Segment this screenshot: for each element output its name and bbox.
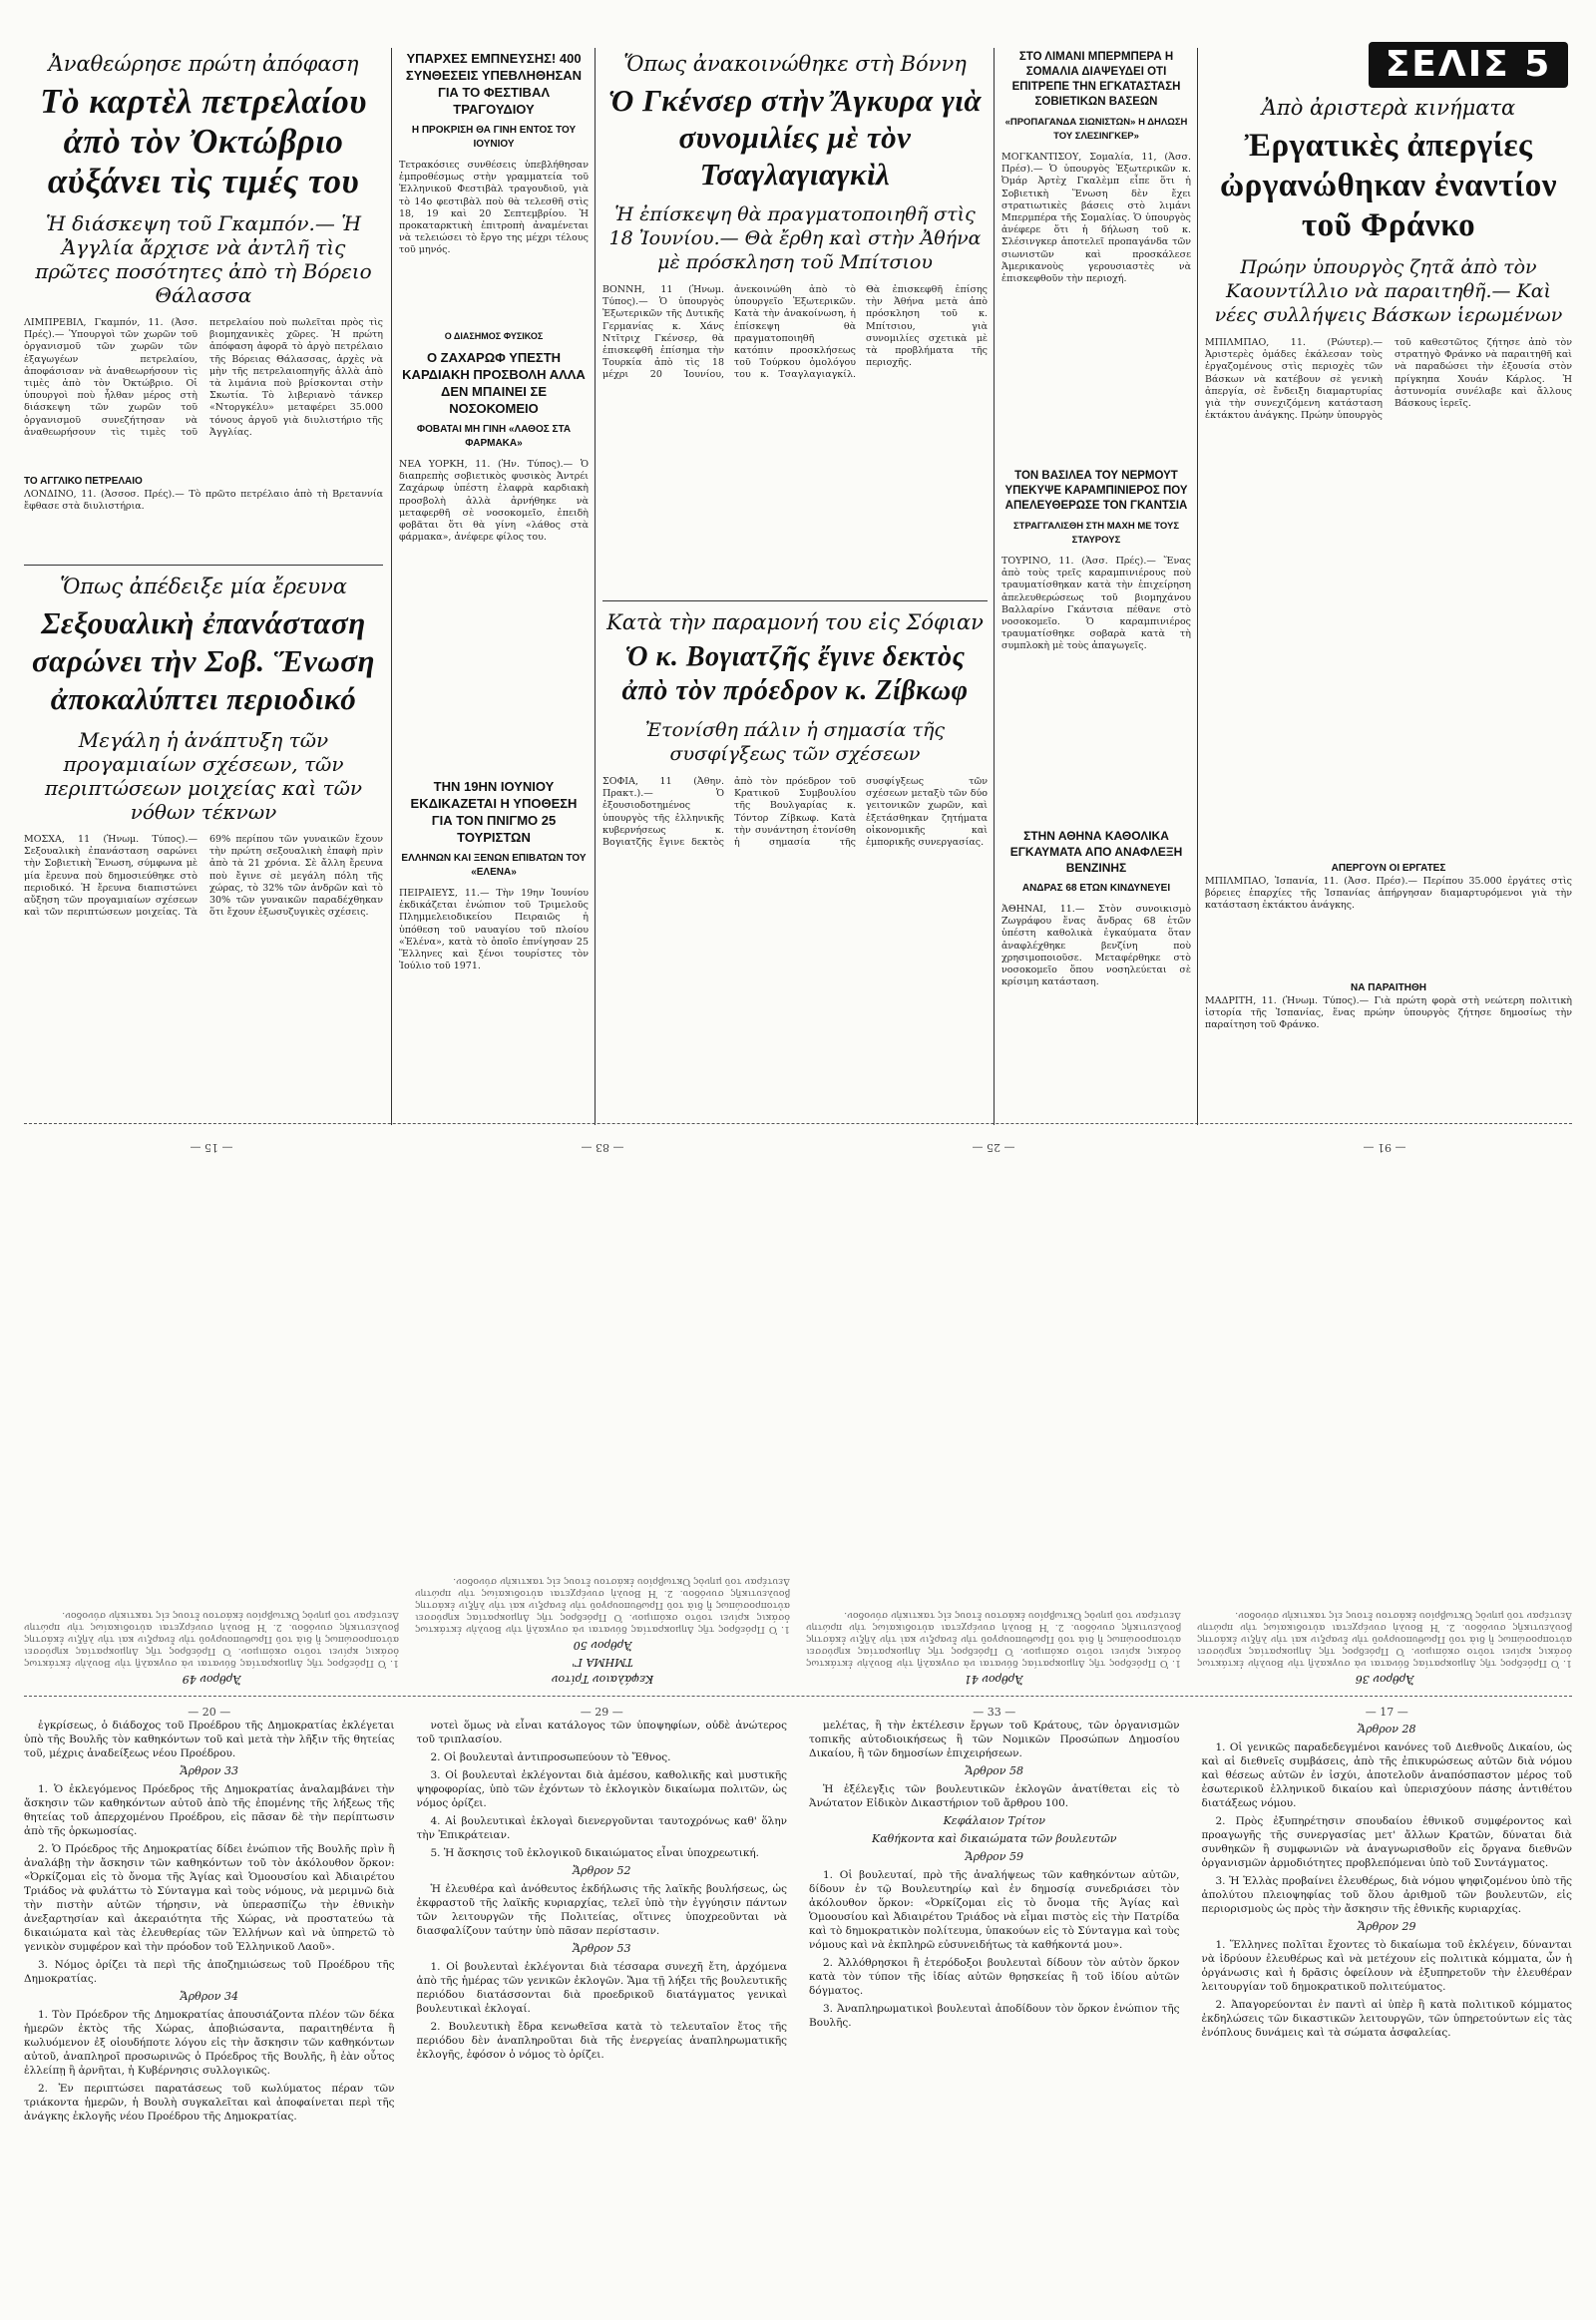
story-turin: [1001, 469, 1191, 755]
page-number: — 33 —: [973, 1706, 1016, 1719]
article-number: Ἄρθρον 52: [573, 1864, 631, 1877]
soviet-headline: Σεξουαλικὴ ἐπανάσταση σαρώνει τὴν Σοβ. Ἕνωση ἀποκαλύπτει περιοδικό: [31, 605, 376, 716]
cartel-body: ΛΙΜΠΡΕΒΙΛ, Γκαμπόν, 11. (Ἀσσ. Πρές).— Ὑπουργοὶ τῶν χωρῶν τοῦ ὀργανισμοῦ τῶν χωρῶν τῶν ἐξαγωγέων πετρελαίου, ἀποφάσισαν νὰ ἀναθεωρήσουν τὶς τιμὲς ἀπὸ τὸν Ὀκτώβριο. Οἱ ὑπουργοὶ ποὺ ἦλθαν μέρος στὴ διάσκεψη τῶν χωρῶν τοῦ ὀργανισμοῦ συνεζήτησαν νὰ ἀναθεωρήσουν τὶς τιμὲς τοῦ πετρελαίου ποὺ πωλεῖται πρὸς τὶς βιομηχανικὲς χῶρες. Ἡ πρώτη ἀπόφαση ἀφορᾶ τὸ ἀργὸ πετρέλαιο τῆς Βόρειας Θάλασσας, ἀρχὲς νὰ μὴν τῆς πετρελαιοπηγῆς ἀλλὰ ἀπὸ τὰ λιμάνια ποὺ βρίσκονται στὴν Σκωτία. Τὸ λιβεριανὸ τάνκερ «Ντοργκέλυ» μεταφέρει 35.000 τόνους ἀργοῦ γιὰ διυλιστήριο τῆς Ἀγγλίας.: [24, 317, 383, 438]
zakharov-caption2: Ο ΖΑΧΑΡΩΦ ΥΠΕΣΤΗ ΚΑΡΔΙΑΚΗ ΠΡΟΣΒΟΛΗ ΑΛΛΑ ΔΕΝ ΜΠΑΙΝΕΙ ΣΕ ΝΟΣΟΚΟΜΕΙΟ: [402, 350, 586, 416]
law-paragraph: Ἡ ἐλευθέρα καὶ ἀνόθευτος ἐκδήλωσις τῆς λαϊκῆς βουλήσεως, ὡς ἐκφραστοῦ τῆς λαϊκῆς κυριαρχίας, τελεῖ ὑπὸ τὴν ἐγγύησιν πάντων τῶν λειτουργῶν τῆς Πολιτείας, οἵτινες ὑποχρεοῦνται νὰ διασφαλίζουν ταύτην ὑπὸ πᾶσαν περίστασιν.: [416, 1883, 787, 1937]
sofia-body: ΣΟΦΙΑ, 11 (Ἀθην. Πρακτ.).— Ὁ ἐξουσιοδοτημένος ὑπουργὸς τῆς ἑλληνικῆς κυβερνήσεως κ. Βογιατζῆς ἔγινε δεκτὸς ἀπὸ τὸν πρόεδρον τοῦ Κρατικοῦ Συμβουλίου τῆς Βουλγαρίας κ. Τόντορ Ζίβκωφ. Κατὰ τὴν συνάντηση ἐτονίσθη ἡ σημασία τῆς συσφίγξεως τῶν σχέσεων μεταξὺ τῶν δύο γειτονικῶν χωρῶν, καὶ ἐξετάσθηκαν ζητήματα οἰκονομικῆς καὶ ἐμπορικῆς συνεργασίας.: [602, 776, 988, 849]
franco-byline2: ΝΑ ΠΑΡΑΙΤΗΘΗ: [1351, 982, 1426, 993]
franco-byline: ΑΠΕΡΓΟΥΝ ΟΙ ΕΡΓΑΤΕΣ: [1331, 863, 1446, 874]
story-elena: [399, 778, 589, 1117]
law-paragraph: 1. Ὁ ἐκλεγόμενος Πρόεδρος τῆς Δημοκρατίας ἀναλαμβάνει τὴν ἄσκησιν τῶν καθηκόντων αὐτοῦ ἀπὸ τῆς ἐπομένης τῆς λήξεως τῆς θητείας τοῦ ἀπερχομένου Προέδρου, εἰς πᾶσαν δὲ τὴν περίπτωσιν ἀπὸ τῆς ὁρκωμοσίας.: [24, 1783, 395, 1837]
franco-subhead: Πρώην ὑπουργὸς ζητᾶ ἀπὸ τὸν Καουντίλλιο νὰ παραιτηθῆ.— Καὶ νέες συλλήψεις Βάσκων ἱερωμένων: [1214, 256, 1563, 326]
column-rule: [391, 48, 392, 1125]
law-paragraph: 3. Ἀναπληρωματικοὶ βουλευταὶ ἀποδίδουν τὸν ὅρκον ἐνώπιον τῆς Βουλῆς.: [809, 2003, 1180, 2029]
somalia-caption: ΣΤΟ ΛΙΜΑΝΙ ΜΠΕΡΜΠΕΡΑ Η ΣΟΜΑΛΙΑ ΔΙΑΨΕΥΔΕΙ ΟΤΙ ΕΠΙΤΡΕΠΕ ΤΗΝ ΕΓΚΑΤΑΣΤΑΣΗ ΣΟΒΙΕΤΙΚΩΝ ΒΑΣΕΩΝ: [1011, 51, 1181, 108]
page-number: — 20 —: [188, 1706, 231, 1719]
inverted-column: [1197, 1131, 1572, 1690]
story-athens: [1001, 828, 1191, 1063]
franco-body2: ΜΠΙΛΜΠΑΟ, Ἰσπανία, 11. (Ἀσσ. Πρέσ).— Περίπου 35.000 ἐργάτες στὶς βόρειες ἐπαρχίες τῆς Ἰσπανίας ἀπήργησαν διαμαρτυρόμενοι γιὰ τὴν κατάσταση ἐκτάκτου ἀνάγκης.: [1205, 876, 1572, 912]
zakharov-caption: Ο ΔΙΑΣΗΜΟΣ ΦΥΣΙΚΟΣ: [444, 331, 544, 341]
sofia-subhead: Ἐτονίσθη πάλιν ἡ σημασία τῆς συσφίγξεως τῶν σχέσεων: [644, 719, 946, 765]
franco-body3: ΜΑΔΡΙΤΗ, 11. (Ἡνωμ. Τύπος).— Γιὰ πρώτη φορὰ στὴ νεώτερη πολιτικὴ ἱστορία τῆς Ἰσπανίας, ἕνας πρώην ὑπουργὸς ζήτησε δημοσίως τὴν παραίτηση τοῦ Φράνκο.: [1205, 995, 1572, 1031]
zakharov-body: ΝΕΑ ΥΟΡΚΗ, 11. (Ἡν. Τύπος).— Ὁ διαπρεπὴς σοβιετικὸς φυσικὸς Ἀντρέι Ζαχάρωφ ὑπέστη ἐλαφρὰ καρδιακὴ προσβολὴ ἀλλὰ ἀρνήθηκε νὰ μεταφερθῆ σὲ νοσοκομεῖο, ἐπειδὴ φοβᾶται ὅτι θὰ γίνη «λάθος στὰ φάρμακα», ἀνέφερε φίλος του.: [399, 459, 589, 544]
article-number: Ἄρθρον 28: [1358, 1723, 1416, 1736]
law-paragraph: 1. Τὸν Πρόεδρον τῆς Δημοκρατίας ἀπουσιάζοντα πλέον τῶν δέκα ἡμερῶν ἐκτὸς τῆς Χώρας, ἀποβιώσαντα, παραιτηθέντα ἢ κωλυόμενον ἐξ οἱουδήποτε λόγου εἰς τὴν ἄσκησιν τῶν καθηκόντων αὐτοῦ, ἀναπληροῖ προσωρινῶς ὁ Πρόεδρος τῆς Βουλῆς, ἢ ἐὰν οὗτος ἐλλείπῃ ἢ ἀρνῆται, ἡ Κυβέρνησις συλλογικῶς.: [24, 2009, 395, 2077]
law-paragraph: 2. Ἐν περιπτώσει παρατάσεως τοῦ κωλύματος πέραν τῶν τριάκοντα ἡμερῶν, ἡ Βουλὴ συγκαλεῖται καὶ ἀποφαίνεται περὶ τῆς ἀνάγκης ἐκλογῆς νέου Προέδρου τῆς Δημοκρατίας.: [24, 2083, 395, 2123]
law-paragraph: 2. Οἱ βουλευταὶ ἀντιπροσωπεύουν τὸ Ἔθνος.: [430, 1751, 671, 1763]
franco-body: ΜΠΙΛΜΠΑΟ, 11. (Ρώυτερ).— Ἀριστερὲς ὁμάδες ἐκάλεσαν τοὺς ἐργαζομένους στὶς περιοχὲς τῶν Βάσκων νὰ κατέβουν σὲ γενικὴ ἀπεργία, σὲ ἔνδειξη διαμαρτυρίας γιὰ τὴν συνεχιζόμενη κατάσταση ἐκτάκτου ἀνάγκης. Πρώην ὑπουργὸς τοῦ καθεστῶτος ζήτησε ἀπὸ τὸν στρατηγὸ Φράνκο νὰ παραιτηθῆ καὶ νὰ παραδώσει τὴν ἐξουσία στὸν πρίγκηπα Χουάν Κάρλος. Ἡ ἀστυνομία συνέλαβε καὶ ἄλλους Βάσκους ἱερεῖς.: [1205, 337, 1572, 422]
story-zakharov: [399, 329, 589, 698]
page-number: — 15 —: [190, 1141, 233, 1154]
festival-caption2: Η ΠΡΟΚΡΙΣΗ ΘΑ ΓΙΝΗ ΕΝΤΟΣ ΤΟΥ ΙΟΥΝΙΟΥ: [411, 125, 577, 150]
article-number: Ἄρθρον 41: [964, 1673, 1023, 1686]
inverted-text: 1. Ὁ Πρόεδρος τῆς Δημοκρατίας δύναται νὰ συγκαλῇ τὴν Βουλὴν ἐκτάκτως ὁσάκις κρίνει τοῦτο σκόπιμον. Ὁ Πρόεδρος τῆς Δημοκρατίας κηρύσσει αὐτοπροσώπως ἢ διὰ τοῦ Πρωθυπουργοῦ τὴν ἔναρξιν καὶ τὴν λῆξιν ἑκάστης βουλευτικῆς συνόδου. 2. Ἡ Βουλὴ συνέρχεται αὐτοδικαίως τὴν πρώτην Δευτέραν τοῦ μηνὸς Ὀκτωβρίου ἑκάστου ἔτους εἰς τακτικὴν σύνοδον.: [806, 1610, 1181, 1669]
cartel-byline: ΤΟ ΑΓΓΛΙΚΟ ΠΕΤΡΕΛΑΙΟ: [24, 476, 143, 487]
law-paragraph: 2. Ἀπαγορεύονται ἐν παντὶ αἱ ὑπὲρ ἢ κατὰ πολιτικοῦ κόμματος ἐκδηλώσεις τῶν δικαστικῶν λειτουργῶν, τῶν ὑπηρετούντων εἰς τὰς ἐνόπλους δυνάμεις καὶ τὰ σώματα ἀσφαλείας.: [1201, 1999, 1572, 2039]
chapter-subtitle: ΤΜΗΜΑ Γ': [572, 1656, 633, 1669]
law-paragraph: Ἡ ἐξέλεγξις τῶν βουλευτικῶν ἐκλογῶν ἀνατίθεται εἰς τὸ Ἀνώτατον Εἰδικὸν Δικαστήριον τοῦ ἄρθρου 100.: [809, 1783, 1180, 1809]
inverted-text: 1. Ὁ Πρόεδρος τῆς Δημοκρατίας δύναται νὰ συγκαλῇ τὴν Βουλὴν ἐκτάκτως ὁσάκις κρίνει τοῦτο σκόπιμον. Ὁ Πρόεδρος τῆς Δημοκρατίας κηρύσσει αὐτοπροσώπως ἢ διὰ τοῦ Πρωθυπουργοῦ τὴν ἔναρξιν καὶ τὴν λῆξιν ἑκάστης βουλευτικῆς συνόδου. 2. Ἡ Βουλὴ συνέρχεται αὐτοδικαίως τὴν πρώτην Δευτέραν τοῦ μηνὸς Ὀκτωβρίου ἑκάστου ἔτους εἰς τακτικὴν σύνοδον.: [415, 1576, 790, 1635]
cartel-subhead: Ἡ διάσκεψη τοῦ Γκαμπόν.— Ἡ Ἀγγλία ἄρχισε νὰ ἀντλῆ τὶς πρῶτες ποσότητες ἀπὸ τὴ Βόρειο Θάλασσα: [35, 211, 372, 307]
constitution-column-4: [1202, 1706, 1573, 2310]
column-rule: [595, 48, 596, 1125]
inverted-text: 1. Ὁ Πρόεδρος τῆς Δημοκρατίας δύναται νὰ συγκαλῇ τὴν Βουλὴν ἐκτάκτως ὁσάκις κρίνει τοῦτο σκόπιμον. Ὁ Πρόεδρος τῆς Δημοκρατίας κηρύσσει αὐτοπροσώπως ἢ διὰ τοῦ Πρωθυπουργοῦ τὴν ἔναρξιν καὶ τὴν λῆξιν ἑκάστης βουλευτικῆς συνόδου. 2. Ἡ Βουλὴ συνέρχεται αὐτοδικαίως τὴν πρώτην Δευτέραν τοῦ μηνὸς Ὀκτωβρίου ἑκάστου ἔτους εἰς τακτικὴν σύνοδον.: [1197, 1610, 1572, 1669]
law-paragraph: νοτεὶ ὅμως νὰ εἶναι κατάλογος τῶν ὑποψηφίων, οὐδὲ ἀνώτερος τοῦ τριπλασίου.: [416, 1720, 787, 1745]
law-paragraph: 1. Ἕλληνες πολῖται ἔχοντες τὸ δικαίωμα τοῦ ἐκλέγειν, δύνανται νὰ ἱδρύουν ἐλευθέρως καὶ νὰ μετέχουν εἰς πολιτικὰ κόμματα, ὧν ἡ ὀργάνωσις καὶ ἡ δρᾶσις ὀφείλουν νὰ ἐξυπηρετοῦν τὴν ἐλευθέραν λειτουργίαν τοῦ δημοκρατικοῦ πολιτεύματος.: [1201, 1939, 1572, 1993]
genscher-kicker: Ὅπως ἀνακοινώθηκε στὴ Βόννη: [623, 52, 967, 76]
sofia-kicker: Κατὰ τὴν παραμονή του εἰς Σόφιαν: [606, 610, 984, 634]
article-number: Ἄρθρον 36: [1355, 1673, 1414, 1686]
genscher-body: ΒΟΝΝΗ, 11 (Ἡνωμ. Τύπος).— Ὁ ὑπουργὸς Ἐξωτερικῶν τῆς Δυτικῆς Γερμανίας κ. Χάνς Ντῖτριχ Γκένσερ, θὰ ἐπισκεφθῆ ἐπίσημα τὴν Τουρκία ἀπὸ τὶς 18 μέχρι 20 Ἰουνίου, ἀνεκοινώθη ἀπὸ τὸ ὑπουργεῖο Ἐξωτερικῶν. Κατὰ τὴν ἀνακοίνωση, ἡ ἐπίσκεψη θὰ πραγματοποιηθῆ κατόπιν προσκλήσεως τοῦ Τούρκου ὁμολόγου του κ. Τσαγλαγιαγκίλ. Θὰ ἐπισκεφθῆ ἐπίσης τὴν Ἀθήνα μετὰ ἀπὸ πρόσκληση τοῦ κ. Μπίτσιου, γιὰ συνομιλίες σχετικὰ μὲ τὰ προβλήματα τῆς περιοχῆς.: [602, 284, 988, 381]
soviet-body: ΜΟΣΧΑ, 11 (Ἡνωμ. Τύπος).— Σεξουαλικὴ ἐπανάσταση σαρώνει τὴν Σοβιετικὴ Ἕνωση, σύμφωνα μὲ μία ἔρευνα ποὺ δημοσιεύθηκε στὸ περιοδικό. Ἡ ἔρευνα διαπιστώνει αὔξηση τῶν προγαμιαίων σχέσεων καὶ τῶν περιπτώσεων μοιχείας. Τὰ 69% περίπου τῶν γυναικῶν ἔχουν τὴν πρώτη σεξουαλικὴ ἐπαφὴ πρὶν ἀπὸ τὰ 21 χρόνια. Σὲ ἄλλη ἔρευνα ποὺ ἔγινε σὲ μεγάλη πόλη τῆς χώρας, τὸ 32% τῶν ἀνδρῶν καὶ τὸ 30% τῶν γυναικῶν παραδέχθηκαν ὅτι ἔχουν ἐξωσυζυγικὲς σχέσεις.: [24, 834, 383, 919]
story-franco: [1205, 96, 1572, 1031]
inverted-column: [24, 1131, 399, 1690]
article-number: Ἄρθρον 50: [573, 1639, 632, 1652]
cartel-headline: Τὸ καρτὲλ πετρελαίου ἀπὸ τὸν Ὀκτώβριο αὐξάνει τὶς τιμές του: [40, 82, 367, 200]
article-number: Ἄρθρον 29: [1358, 1920, 1416, 1933]
band-bottom-rule: [24, 1696, 1572, 1697]
soviet-subhead: Μεγάλη ἡ ἀνάπτυξη τῶν προγαμιαίων σχέσεων, τῶν περιπτώσεων μοιχείας καὶ τῶν νόθων τέκνων: [44, 728, 363, 824]
article-number: Ἄρθρον 53: [573, 1942, 631, 1955]
article-number: Ἄρθρον 58: [965, 1764, 1023, 1777]
elena-caption: ΤΗΝ 19ΗΝ ΙΟΥΝΙΟΥ ΕΚΔΙΚΑΖΕΤΑΙ Η ΥΠΟΘΕΣΗ ΓΙΑ ΤΟΝ ΠΝΙΓΜΟ 25 ΤΟΥΡΙΣΤΩΝ: [410, 779, 578, 845]
law-paragraph: 2. Ἀλλόθρησκοι ἢ ἑτερόδοξοι βουλευταὶ δίδουν τὸν αὐτὸν ὅρκον κατὰ τὸν τύπον τῆς ἰδίας αὐτῶν θρησκείας ἢ τοῦ ἰδίου αὐτῶν δόγματος.: [809, 1957, 1180, 1997]
constitution-column-3: [809, 1706, 1180, 2310]
inverted-column: [415, 1131, 790, 1690]
divider: [602, 600, 988, 601]
athens-caption: ΣΤΗΝ ΑΘΗΝΑ ΚΑΘΟΛΙΚΑ ΕΓΚΑΥΜΑΤΑ ΑΠΟ ΑΝΑΦΛΕΞΗ ΒΕΝΖΙΝΗΣ: [1009, 829, 1183, 875]
page-logo: ΣΕΛΙΣ 5: [1369, 42, 1568, 88]
article-number: Ἄρθρον 33: [180, 1764, 238, 1777]
chapter-title: Κεφάλαιον Τρίτον: [551, 1673, 654, 1686]
story-festival: [399, 50, 589, 329]
law-paragraph: ἐγκρίσεως, ὁ διάδοχος τοῦ Προέδρου τῆς Δημοκρατίας ἐκλέγεται ὑπὸ τῆς Βουλῆς τὸν καθηκόντων τοῦ καὶ μετὰ τὴν λῆξιν τῆς θητείας τοῦ, μέχρις ἀναδείξεως νέου Προέδρου.: [24, 1720, 395, 1759]
law-paragraph: 2. Ὁ Πρόεδρος τῆς Δημοκρατίας δίδει ἐνώπιον τῆς Βουλῆς πρὶν ἢ ἀναλάβῃ τὴν ἄσκησιν τῶν καθηκόντων τοῦ τὸν ἀκόλουθον ὅρκον: «Ὀρκίζομαι εἰς τὸ ὄνομα τῆς Ἁγίας καὶ Ὁμοουσίου καὶ Ἀδιαιρέτου Τριάδος νὰ φυλάττω τὸ Σύνταγμα καὶ τοὺς νόμους, νὰ μεριμνῶ διὰ τὴν πιστὴν αὐτῶν τήρησιν, νὰ ὑπερασπίζω τὴν ἐθνικὴν ἀνεξαρτησίαν καὶ ἀκεραιότητα τῆς Χώρας, νὰ προστατεύω τὰ δικαιώματα καὶ τὰς ἐλευθερίας τῶν Ἑλλήνων καὶ νὰ ὑπηρετῶ τὸ γενικὸν συμφέρον καὶ τὴν πρόοδον τοῦ Ἑλληνικοῦ Λαοῦ».: [24, 1843, 395, 1953]
law-paragraph: 3. Νόμος ὁρίζει τὰ περὶ τῆς ἀποζημιώσεως τοῦ Προέδρου τῆς Δημοκρατίας.: [24, 1959, 395, 1985]
chapter-subtitle: Καθήκοντα καὶ δικαιώματα τῶν βουλευτῶν: [871, 1832, 1117, 1845]
turin-body: ΤΟΥΡΙΝΟ, 11. (Ἀσσ. Πρές).— Ἕνας ἀπὸ τοὺς τρεῖς καραμπινιέρους ποὺ τραυματίσθηκαν κατὰ τὴν ἐπιχείρηση ἀπελευθερώσεως τοῦ βιομηχάνου Βαλλαρίνο Γκάντσια πέθανε στὸ νοσοκομεῖο. Ὁ καραμπινιέρος τραυματίσθηκε σοβαρὰ κατὰ τὴ συμπλοκὴ μὲ τοὺς ἀπαγωγεῖς.: [1001, 556, 1191, 652]
athens-body: ἈΘΗΝΑΙ, 11.— Στὸν συνοικισμὸ Ζωγράφου ἕνας ἄνδρας 68 ἐτῶν ὑπέστη καθολικὰ ἐγκαύματα ὅταν ἀναφλέχθηκε βενζίνη ποὺ χρησιμοποιοῦσε. Μεταφέρθηκε στὸ νοσοκομεῖο ὅπου νοσηλεύεται σὲ κρίσιμη κατάσταση.: [1001, 904, 1191, 988]
story-soviet: [24, 575, 383, 1033]
inverted-band: [24, 1131, 1572, 1690]
law-paragraph: 3. Ἡ Ἑλλὰς προβαίνει ἐλευθέρως, διὰ νόμου ψηφιζομένου ὑπὸ τῆς ἀπολύτου πλειοψηφίας τοῦ ὅλου ἀριθμοῦ τῶν βουλευτῶν, εἰς περιορισμοὺς ὡς πρὸς τὴν ἄσκησιν τῆς ἐθνικῆς κυριαρχίας.: [1201, 1875, 1572, 1915]
inverted-text: 1. Ὁ Πρόεδρος τῆς Δημοκρατίας δύναται νὰ συγκαλῇ τὴν Βουλὴν ἐκτάκτως ὁσάκις κρίνει τοῦτο σκόπιμον. Ὁ Πρόεδρος τῆς Δημοκρατίας κηρύσσει αὐτοπροσώπως ἢ διὰ τοῦ Πρωθυπουργοῦ τὴν ἔναρξιν καὶ τὴν λῆξιν ἑκάστης βουλευτικῆς συνόδου. 2. Ἡ Βουλὴ συνέρχεται αὐτοδικαίως τὴν πρώτην Δευτέραν τοῦ μηνὸς Ὀκτωβρίου ἑκάστου ἔτους εἰς τακτικὴν σύνοδον.: [24, 1610, 399, 1669]
page-number: — 91 —: [1363, 1141, 1406, 1154]
page-number: — 17 —: [1365, 1706, 1408, 1719]
column-rule: [1197, 48, 1198, 1125]
law-paragraph: 2. Βουλευτικὴ ἔδρα κενωθεῖσα κατὰ τὸ τελευταῖον ἔτος τῆς περιόδου δὲν ἀναπληροῦται διὰ τῆς ἐνεργείας ἀναπληρωματικῆς ἐκλογῆς, ἐφόσον ὁ νόμος τὸ ὁρίζει.: [416, 2021, 787, 2061]
article-number: Ἄρθρον 59: [965, 1850, 1023, 1863]
column-rule: [994, 48, 995, 1125]
law-paragraph: μελέτας, ἢ τὴν ἐκτέλεσιν ἔργων τοῦ Κράτους, τῶν ὀργανισμῶν τοπικῆς αὐτοδιοικήσεως ἢ τῶν Νομικῶν Προσώπων Δημοσίου Δικαίου, ἢ τῶν δημοσίων ἐπιχειρήσεων.: [809, 1720, 1180, 1759]
band-top-rule: [24, 1123, 1572, 1124]
law-paragraph: 5. Ἡ ἄσκησις τοῦ ἐκλογικοῦ δικαιώματος εἶναι ὑποχρεωτική.: [430, 1847, 760, 1859]
somalia-caption2: «ΠΡΟΠΑΓΑΝΔΑ ΣΙΩΝΙΣΤΩΝ» Η ΔΗΛΩΣΗ ΤΟΥ ΣΛΕΣΙΝΓΚΕΡ»: [1004, 117, 1188, 142]
law-paragraph: 1. Οἱ γενικῶς παραδεδεγμένοι κανόνες τοῦ Διεθνοῦς Δικαίου, ὡς καὶ αἱ διεθνεῖς συμβάσεις, ἀπὸ τῆς ἐπικυρώσεως αὐτῶν διὰ νόμου καὶ θέσεως αὐτῶν ἐν ἰσχύι, ἀποτελοῦν ἀναπόσπαστον μέρος τοῦ ἐσωτερικοῦ ἑλληνικοῦ δικαίου καὶ ὑπερισχύουν πάσης ἀντιθέτου διατάξεως νόμου.: [1201, 1741, 1572, 1809]
genscher-headline: Ὁ Γκένσερ στὴν Ἄγκυρα γιὰ συνομιλίες μὲ τὸν Τσαγλαγιαγκὶλ: [607, 83, 983, 192]
constitution-column-1: [24, 1706, 395, 2310]
constitution-section: [24, 1706, 1572, 2310]
franco-headline: Ἐργατικὲς ἀπεργίες ὠργανώθηκαν ἐναντίον τοῦ Φράνκο: [1220, 128, 1557, 243]
genscher-subhead: Ἡ ἐπίσκεψη θὰ πραγματοποιηθῆ στὶς 18 Ἰουνίου.— Θὰ ἔρθη καὶ στὴν Ἀθήνα μὲ πρόσκληση τοῦ Μπίτσιου: [608, 203, 982, 273]
story-sofia: [602, 610, 988, 1085]
festival-caption: ΥΠΑΡΧΕΣ ΕΜΠΝΕΥΣΗΣ! 400 ΣΥΝΘΕΣΕΙΣ ΥΠΕΒΛΗΘΗΣΑΝ ΓΙΑ ΤΟ ΦΕΣΤΙΒΑΛ ΤΡΑΓΟΥΔΙΟΥ: [405, 51, 583, 117]
chapter-title: Κεφάλαιον Τρίτον: [943, 1814, 1045, 1827]
story-somalia: [1001, 50, 1191, 371]
page-number: — 25 —: [972, 1141, 1015, 1154]
franco-kicker: Ἀπὸ ἀριστερὰ κινήματα: [1261, 96, 1516, 120]
law-paragraph: 3. Οἱ βουλευταὶ ἐκλέγονται διὰ ἀμέσου, καθολικῆς καὶ μυστικῆς ψηφοφορίας, ὑπὸ τῶν ἐχόντων τὸ ἐκλογικὸν δικαίωμα πολιτῶν, ὡς νόμος ὁρίζει.: [416, 1769, 787, 1809]
law-paragraph: 4. Αἱ βουλευτικαὶ ἐκλογαὶ διενεργοῦνται ταυτοχρόνως καθ' ὅλην τὴν Ἐπικράτειαν.: [416, 1815, 787, 1841]
elena-caption2: ΕΛΛΗΝΩΝ ΚΑΙ ΞΕΝΩΝ ΕΠΙΒΑΤΩΝ ΤΟΥ «ΕΛΕΝΑ»: [401, 853, 587, 878]
article-number: Ἄρθρον 49: [182, 1673, 241, 1686]
story-cartel: [24, 52, 383, 515]
divider: [24, 565, 383, 566]
athens-caption2: ΑΝΔΡΑΣ 68 ΕΤΩΝ ΚΙΝΔΥΝΕΥΕΙ: [1021, 883, 1171, 894]
somalia-body: ΜΟΓΚΑΝΤΙΣΟΥ, Σομαλία, 11, (Ἀσσ. Πρέσ).— Ὁ ὑπουργὸς Ἐξωτερικῶν κ. Ὀμάρ Ἀρτὲχ Γκαλὲμπ εἶπε ὅτι ἡ Σοβιετικὴ Ἕνωση δὲν ἔχει στρατιωτικὲς βάσεις στὸ λιμάνι Μπερμπέρα τῆς Σομαλίας. Ὁ ὑπουργὸς ἀνέφερε ὅτι ἡ δήλωση τοῦ κ. Σλέσινγκερ ἀποτελεῖ προπαγάνδα τῶν σιωνιστῶν καὶ προσκάλεσε Ἀμερικανοὺς γερουσιαστὲς νὰ ἐπισκεφθοῦν τὴν περιοχή.: [1001, 152, 1191, 285]
page-number: — 29 —: [580, 1706, 623, 1719]
turin-caption2: ΣΤΡΑΓΓΑΛΙΣΘΗ ΣΤΗ ΜΑΧΗ ΜΕ ΤΟΥΣ ΣΤΑΥΡΟΥΣ: [1012, 521, 1180, 546]
law-paragraph: 2. Πρὸς ἐξυπηρέτησιν σπουδαίου ἐθνικοῦ συμφέροντος καὶ προαγωγῆς τῆς συνεργασίας μετ' ἄλλων Κρατῶν, δύναται διὰ συνθηκῶν ἢ συμφωνιῶν νὰ ἀναγνωρισθοῦν εἰς ὄργανα διεθνῶν ὀργανισμῶν ἁρμοδιότητες προβλεπόμεναι ὑπὸ τοῦ Συντάγματος.: [1201, 1815, 1572, 1869]
inverted-column: [806, 1131, 1181, 1690]
sofia-headline: Ὁ κ. Βογιατζῆς ἔγινε δεκτὸς ἀπὸ τὸν πρόεδρον κ. Ζίβκωφ: [621, 641, 969, 706]
turin-caption: ΤΟΝ ΒΑΣΙΛΕΑ ΤΟΥ ΝΕΡΜΟΥΤ ΥΠΕΚΥΨΕ ΚΑΡΑΜΠΙΝΙΕΡΟΣ ΠΟΥ ΑΠΕΛΕΥΘΕΡΩΣΕ ΤΟΝ ΓΚΑΝΤΣΙΑ: [1004, 470, 1188, 512]
cartel-kicker: Ἀναθεώρησε πρώτη ἀπόφαση: [48, 52, 359, 76]
page-number: — 83 —: [581, 1141, 624, 1154]
soviet-kicker: Ὅπως ἀπέδειξε μία ἔρευνα: [60, 575, 347, 598]
elena-body: ΠΕΙΡΑΙΕΥΣ, 11.— Τὴν 19ην Ἰουνίου ἐκδικάζεται ἐνώπιον τοῦ Τριμελοῦς Πλημμελειοδικείου Πειραιῶς ἡ ὑπόθεση τοῦ ναυαγίου τοῦ πλοίου «Ἑλένα», κατὰ τὸ ὁποῖο ἐπνίγησαν 25 Ἕλληνες καὶ ξένοι τουρίστες τὸν Ἰούλιο τοῦ 1971.: [399, 888, 589, 972]
cartel-body2: ΛΟΝΔΙΝΟ, 11. (Ἀσσοσ. Πρές).— Τὸ πρῶτο πετρέλαιο ἀπὸ τὴ Βρεταννία ἔφθασε στὰ διυλιστήρια.: [24, 489, 383, 513]
festival-body: Τετρακόσιες συνθέσεις ὑπεβλήθησαν ἐμπροθέσμως στὴν γραμματεία τοῦ Ἑλληνικοῦ Φεστιβὰλ τραγουδιοῦ, γιὰ τὸ 14ο φεστιβὰλ ποὺ θὰ τελεσθῆ στὶς 18, 19 καὶ 20 Σεπτεμβρίου. Ἡ προκαταρκτικὴ ἐπιτροπὴ ἀναμένεται νὰ τελειώσει τὸ ἔργο της μέχρι τέλους τοῦ μηνός.: [399, 160, 589, 256]
story-genscher: [602, 52, 988, 516]
constitution-column-2: [417, 1706, 788, 2310]
article-number: Ἄρθρον 34: [180, 1990, 238, 2003]
law-paragraph: 1. Οἱ βουλευταὶ ἐκλέγονται διὰ τέσσαρα συνεχῆ ἔτη, ἀρχόμενα ἀπὸ τῆς ἡμέρας τῶν γενικῶν ἐκλογῶν. Ἅμα τῇ λήξει τῆς βουλευτικῆς περιόδου διατάσσονται διὰ προεδρικοῦ διατάγματος γενικαὶ βουλευτικαὶ ἐκλογαί.: [416, 1961, 787, 2015]
law-paragraph: 1. Οἱ βουλευταί, πρὸ τῆς ἀναλήψεως τῶν καθηκόντων αὐτῶν, δίδουν ἐν τῷ Βουλευτηρίῳ καὶ ἐν δημοσίᾳ συνεδριάσει τὸν ἀκόλουθον ὅρκον: «Ὀρκίζομαι εἰς τὸ ὄνομα τῆς Ἁγίας καὶ Ὁμοουσίου καὶ Ἀδιαιρέτου Τριάδος νὰ εἶμαι πιστὸς εἰς τὴν Πατρίδα καὶ τὸ δημοκρατικὸν πολίτευμα, ὑπακούων εἰς τὸ Σύνταγμα καὶ τοὺς νόμους καὶ νὰ ἐκπληρῶ εὐσυνειδήτως τὰ καθήκοντά μου».: [809, 1869, 1180, 1951]
zakharov-caption3: ΦΟΒΑΤΑΙ ΜΗ ΓΙΝΗ «ΛΑΘΟΣ ΣΤΑ ΦΑΡΜΑΚΑ»: [416, 424, 572, 449]
